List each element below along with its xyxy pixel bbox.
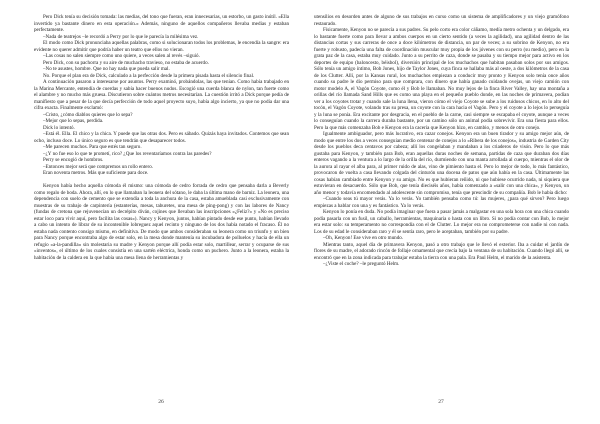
paragraph: Físicamente, Kenyon no se parecía a sus padres. Su pelo corto era color cáñamo, medía metro ochenta y un delgado, era lo bastante fuerte como para llevar a ambos cuerpos en un cierto sentido (a veces la agilidad), una agilidad dentro de las distancias cortas y sus carreras de once a doce kilómetros de distancia, un par de veces; a su sobrino de Kenyon, no era fuerte y robusto, padecía una falta de coordinación muscular muy propia de los jóvenes con su perro (su medio), pero en la grata paz de la casa, estaba muy cuidado. Junto a su perrito de caza, donde se pasaba y su tiempo mejor para activo en los deportes de equipo (baloncesto, béisbol), diversión principal de los muchachos que habitan pasaban solos por sus amigos. Sólo tenía un amigo íntimo, Bob Jones, hijo de Taylor Jones, cuya finca se hallaba más al oeste, a dos kilómetros de la casa de los Clutter. Allí, por la Kansas rural, los muchachos empiezan a conducir muy pronto y Kenyon solo tenía once años cuando su padre le dio permiso para que comprara, con dinero que había ganado cuidando ovejas, un viejo camión con motor modelo A, el Vagón Coyote, como él y Bob le llamaban. No muy lejos de la finca River Valley, hay una montaña a orillas del río llamada Sand Hills que es como una playa en el pequeño pueblo donde, en las noches de primavera, podían ver a los coyotes trotar y cuando sale la luna llena, vieron cómo el viejo Coyote se sube a los ruidosos chicos, en lo alto del tocón, el Vagón Coyote, volando tras su presa, un coyote con la cara hacia el Vagón. Pero y el coyote a lo lejos lo perseguía y la luna se ponía. Era excitante por desgracia, en el pueblo de la carne, casi siempre se escapaba el coyote, aunque a veces lo conseguían cuando la carrera duraba bastante, por un camino sólo un animal podía sobrevivir. Era una fiesta para ellos. Pero la que más comenzaba Bob e Kenyon era la cacería que Kenyon hizo, en cambio, y menos de otro conejo. (314, 27, 569, 131)
paragraph: –Nada de teatrejos –le recordó a Perry por lo que le parecía la milésima vez. (43, 33, 199, 40)
paragraph: –No te asustes, hombre. Que no hay nada que pueda salir mal. (43, 66, 170, 72)
right-page (314, 14, 569, 406)
paragraph: –Mejor que lo sepas, perdida. (43, 118, 104, 124)
paragraph: –Me parecen muchos. Para que estés tan seguro. (43, 144, 142, 150)
paragraph: Kenyon lo ponía en duda. No podía imaginar que fuera a pasar jamás a malgastar en una sola hora con una chica cuando podía pasarla con un fusil, un caballo, herramientas, maquinaria o hasta con un libro. Si no podía contar con Bob, lo mejor era estar solo: su temperamento no correspondía con el de Clutter. Lo mejor era no comprometerse con nadie ni con nada. Los de su edad le consideraban raro y él se sentía raro, pero le aceptaban, también por su padre. (314, 209, 569, 235)
paragraph: –Oh, Kenyon! Ese vive en otro mundo. (323, 235, 404, 241)
left-page (34, 14, 289, 406)
paragraph: El modo como Dick pronunciaba aquellas palabras, como si solucionaran todos los problemas, le encendía la sangre: era evidente no querer admitir que podría haber un teatro que ellos no vieran. (34, 40, 289, 53)
left-page-number: 26 (158, 399, 164, 405)
left-page-text (34, 14, 289, 261)
right-page-text (314, 14, 569, 268)
paragraph: –Está él. Ella. El chico y la chica. Y puede que las otras dos. Pero es sábado. Quizás haya invitados. Contemos que sean ocho, incluso doce. Lo único seguro es que tendrán que desaparecer todos. (34, 131, 289, 144)
paragraph: Dick lo intentó. (43, 124, 75, 131)
right-page-number: 27 (438, 399, 444, 405)
paragraph: –Cristo, ¿cómo diablos quieres que lo sepa? (43, 111, 133, 118)
paragraph: Kenyon había hecho aquella cómoda él mismo: una cómoda de cedro forrada de cedro que pensaba darla a Beverly como regalo de boda. Ahora, allí, en lo que llamaban la leonera del sótano, le daba la última mano de barniz. La leonera, una dependencia con suelo de cemento que se extendía a toda la anchura de la casa, estaba amueblada casi exclusivamente con muestras de su trabajo de carpintería (estanterías, mesas, taburetes, una mesa de ping-pong) y con las labores de Nancy (fundas de cretona que rejuvenecían un decrépito diván, cojines que llevaban las inscripciones «¿Feliz?» y «No es preciso estar loco para vivir aquí, pero facilita las cosas»). Nancy y Kenyon, juntos, habían pintado desde ese punto, habían llevado a cabo un intento de librar de su incontenible lobreguez aquel recinto y ninguno de los dos había notado el fracaso. Él no estaba nada contento consigo mismo, en definitiva. De modo que ambos consideraban su leonera como un triunfo y un bien para Nancy porque encontraba algo de estar solo, en la mesa donde mantenía su incubadora de polluelos y hacía de ella un refugio «a-la-pandilla» sin molestaria su madre y Kenyon porque allí podía estar solo, martillear, serrar y ocuparse de sus «inventos», el último de los cuales consistía en una sartén eléctrica, honda como un puchero. Junto a la leonera, estaba la habitación de la caldera en la que había una mesa llena de herramientas y (34, 183, 289, 261)
paragraph: Igualmente ambiguador, pero más lucrativo, era cazar conejos. Kenyon era un buen tirador y su amigo mejor aún, de modo que entre los dos a veces conseguían medio centenar de conejos a lo «Ribera de los conejos», industria de Garden City desde los pueblos deca centavos por cabeza; allí los congelaban y mandaban a los criaderos de visón. Pero lo que más gustaba para Kenyon, y también para Bob, eran aquellas duras noches de semana, partidas de caza que duraban dos días enteros vagando a la ventura a lo largo de la orilla del río, durmiendo con una manta arrollada al cuerpo, mientras el olor de la aurora al rayar el alba para, al primer ruido de alas, vino de pimiento hasta el. Pero lo mejor de todo, lo más fantástico, provocaron de vuelta a casa llevando colgada del cinturón una docena de patos que aún había en la casa. Últimamente las cosas habían cambiado entre Kenyon y su amigo. No es que hubieran reñido, ni que hubiese ocurrido nada, ni siquiera que estuvieran en desacuerdo. Sólo que Bob, que tenía dieciséis años, había comenzado a «salir con una chica», y Kenyon, un año menor y todavía encomendado al adolescente sin compromiso, tenía que prescindir de su compañía. Bob le había dicho: (314, 131, 569, 196)
paragraph: utensilios en desorden antes de alguno de sus trabajos en curso como un sistema de amplificadores y un viejo gramófono restaurado. (314, 14, 569, 27)
paragraph: Pero Dick tenía su decisión tomada: las medias, del tono que fueran, eran innecesarias, un estorbo, un gasto inútil. «Ella invertido ya bastante dinero en esta operación.» Además, ninguno de aquellos compañeros llevaba medias y estaban perfectamente. (34, 14, 289, 33)
paragraph: –Entonces mejor será que compremos un rollo entero. (43, 163, 154, 170)
paragraph: –Las cosas no salen siempre como uno quiere, a veces salen al revés –siguió. (43, 53, 200, 59)
paragraph: No. Porque el plan era de Dick, calculado a la perfección desde la primera pisada hasta el silencio final. (43, 72, 255, 79)
paragraph: –Cuando seas tú mayor verás. Ya lo verás. Yo también pensaba como tú: las mujeres, ¿para qué sirven? Pero luego empiezas a hablar con una y es fantástico. Ya lo verás. (314, 196, 569, 209)
paragraph: Mientras tanto, aquel día de primavera Kenyon, pasó a otro trabajo que le llevó el exterior. Iba a cuidar el jardín de flores de su madre, el adorado rincón de follaje ornamental que crecía bajo la ventana de su habitación. Cuando llegó allí, se encontró que en la zona indicada para trabajar estaba la tierra con una pala. Era Paul Helm, el marido de la asistenta. (314, 241, 569, 261)
paragraph: Pero Dick, con su pachorra y su aire de muchacho travieso, no estaba de acuerdo. (43, 59, 209, 66)
paragraph: Eran noventa metros. Más que suficiente para doce. (43, 170, 149, 176)
paragraph: –¿Y no fue eso lo que te prometí, rico? ¿Que los reventaríamos contra las paredes? (43, 150, 212, 157)
paragraph: –¿Viste el coche? –le preguntó Helm. (323, 261, 400, 267)
paragraph: A continuación pasaron a interesarse por asuntos. Perry examinó, probándolas, las que tenían. Como había trabajado en la Marina Mercante, entendía de cuerdas y sabía hacer buenos nudos. Escogió una cuerda blanca de nylon, tan fuerte como el alambre y no mucho más gruesa. Discutieron sobre cuántos metros necesitarían. La cuestión irritó a Dick porque pedía de manifiesto que a pesar de la que decía perfección de todo aquel proyecto suyo, había algo incierto, ya que no podía dar una cifra exacta. Finalmente exclamó: (34, 79, 289, 111)
paragraph: Perry se encogió de hombros. (43, 157, 104, 163)
